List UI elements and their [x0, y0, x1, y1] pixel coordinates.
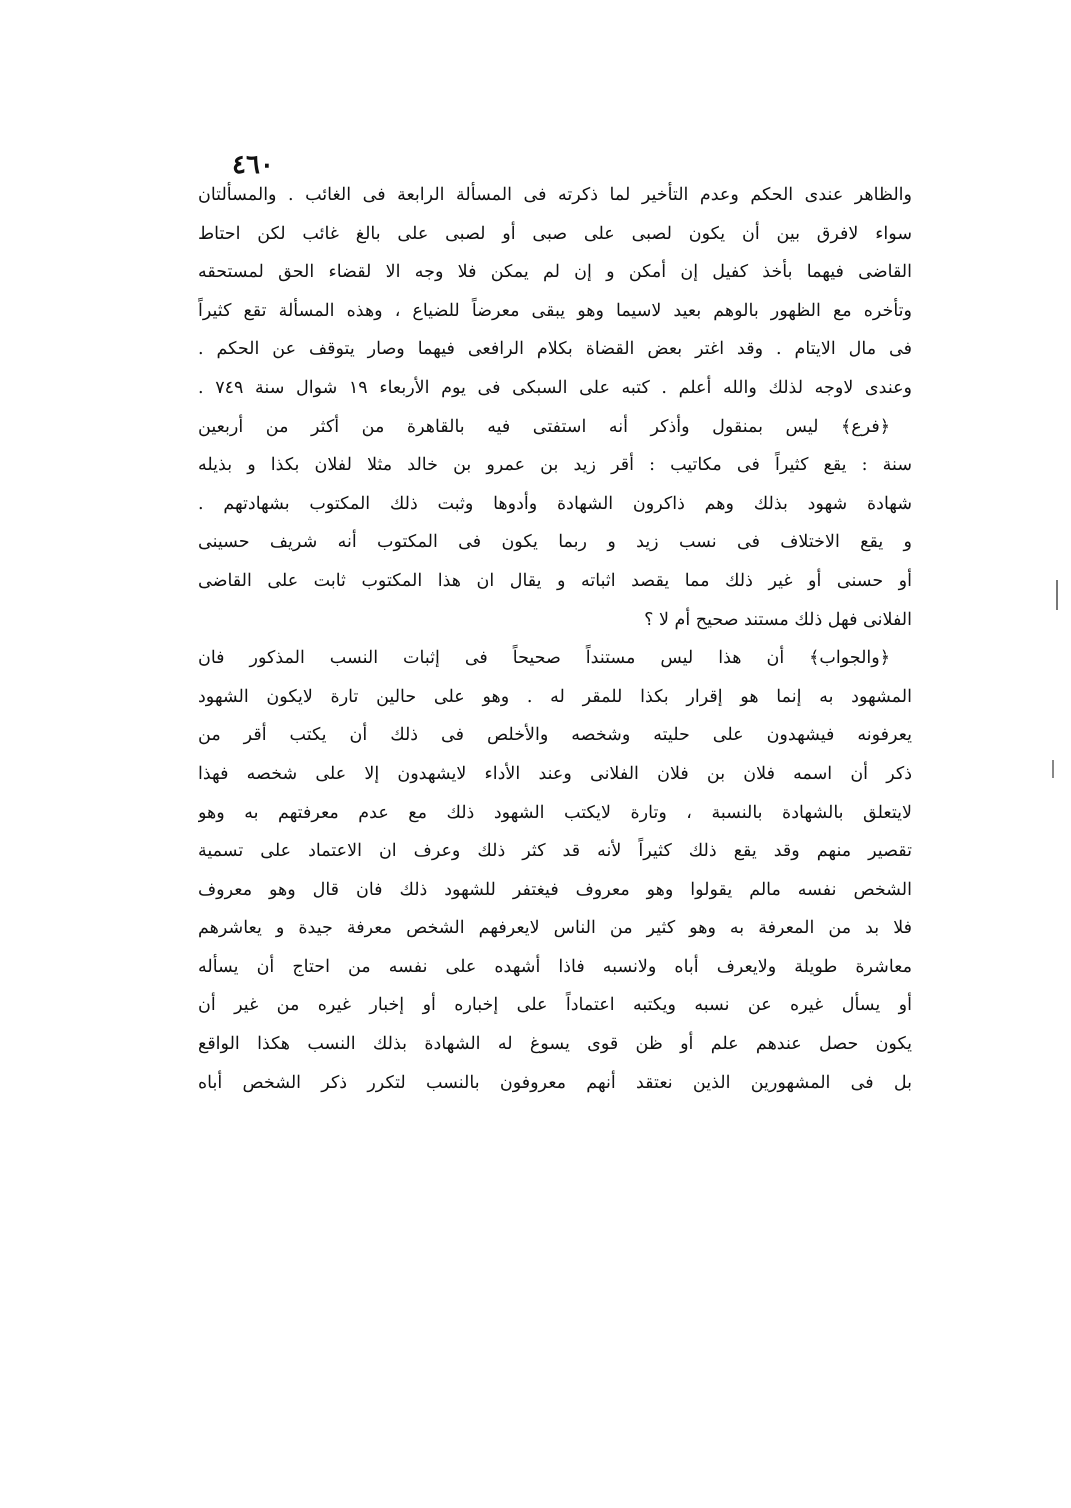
text-line-9: شهادة شهود بذلك وهم ذاكرون الشهادة وأدوها وثبت ذلك المكتوب بشهادتهم .	[198, 493, 912, 514]
text-line-1: والظاهر عندى الحكم وعدم التأخير لما ذكرته فى المسألة الرابعة فى الغائب . والمسألتان	[198, 185, 912, 205]
text-line-10: و يقع الاختلاف فى نسب زيد و ربما يكون فى المكتوب أنه شريف حسينى	[198, 532, 912, 553]
body-text	[198, 176, 912, 1102]
text-line-12: الفلانى فهل ذلك مستند صحيح أم لا ؟	[644, 609, 912, 630]
scan-edge-mark-small	[1052, 760, 1054, 778]
text-line-21: معاشرة طويلة ولايعرف أباه ولانسبه فاذا أشهده على نفسه من احتاج أن يسأله	[198, 956, 912, 977]
page-number: ٤٦٠	[232, 150, 274, 180]
text-line-8: سنة : يقع كثيراً فى مكاتيب : أقر زيد بن عمرو بن خالد مثلا لفلان بكذا و بذيله	[198, 455, 912, 476]
text-line-19: الشخص نفسه مالم يقولوا وهو معروف فيغتفر للشهود ذلك فان قال وهو معروف	[198, 879, 912, 900]
text-line-2: سواء لافرق بين أن يكون لصبى على صبى أو لصبى على بالغ غائب لكن احتاط	[198, 223, 912, 244]
text-line-22: أو يسأل غيره عن نسبه ويكتبه اعتماداً على إخباره أو إخبار غيره من غير أن	[198, 995, 912, 1016]
text-line-17: لايتعلق بالشهادة بالنسبة ، وتارة لايكتب الشهود ذلك مع عدم معرفتهم به وهو	[198, 802, 912, 823]
text-line-5: فى مال الايتام . وقد اغتر بعض القضاة بكلام الرافعى فيهما وصار يتوقف عن الحكم .	[198, 339, 912, 360]
text-line-11: أو حسنى أو غير ذلك مما يقصد اثباته و يقال ان هذا المكتوب ثابت على القاضى	[198, 570, 912, 591]
text-line-15: يعرفونه فيشهدون على حليته وشخصه والأخلص فى ذلك أن يكتب أقر من	[198, 725, 912, 746]
text-line-20: فلا بد من المعرفة به وهو كثير من الناس لايعرفهم الشخص معرفة جيدة و يعاشرهم	[198, 918, 912, 939]
text-line-18: تقصير منهم وقد يقع ذلك كثيراً لأنه قد كثر ذلك وعرف ان الاعتماد على تسمية	[198, 841, 912, 862]
text-line-6: وعندى لاوجه لذلك والله أعلم . كتبه على السبكى فى يوم الأربعاء ١٩ شوال سنة ٧٤٩ .	[198, 377, 912, 398]
text-line-3: القاضى فيهما بأخذ كفيل إن أمكن و إن لم يمكن فلا وجه الا لقضاء الحق لمستحقه	[198, 262, 912, 283]
text-line-7: ﴿فرع﴾ ليس بمنقول وأذكر أنه استفتى فيه بالقاهرة من أكثر من أربعين	[198, 416, 890, 437]
text-line-23: يكون حصل عندهم علم أو ظن قوى يسوغ له الشهادة بذلك النسب هكذا الواقع	[198, 1034, 912, 1055]
text-line-14: المشهود به إنما هو إقرار بكذا للمقر له . وهو على حالين تارة لايكون الشهود	[198, 686, 912, 707]
scan-edge-mark	[1056, 580, 1058, 610]
text-line-16: ذكر أن اسمه فلان بن فلان الفلانى وعند الأداء لايشهدون إلا على شخصه فهذا	[198, 763, 912, 784]
text-line-24: بل فى المشهورين الذين نعتقد أنهم معروفون بالنسب لتكرر ذكر الشخص أباه	[198, 1072, 912, 1093]
text-line-4: وتأخره مع الظهور بالوهم بعيد لاسيما وهو يبقى معرضاً للضياع ، وهذه المسألة تقع كثيراً	[198, 300, 912, 321]
text-line-13: ﴿والجواب﴾ أن هذا ليس مستنداً صحيحاً فى إثبات النسب المذكور فان	[198, 648, 890, 669]
